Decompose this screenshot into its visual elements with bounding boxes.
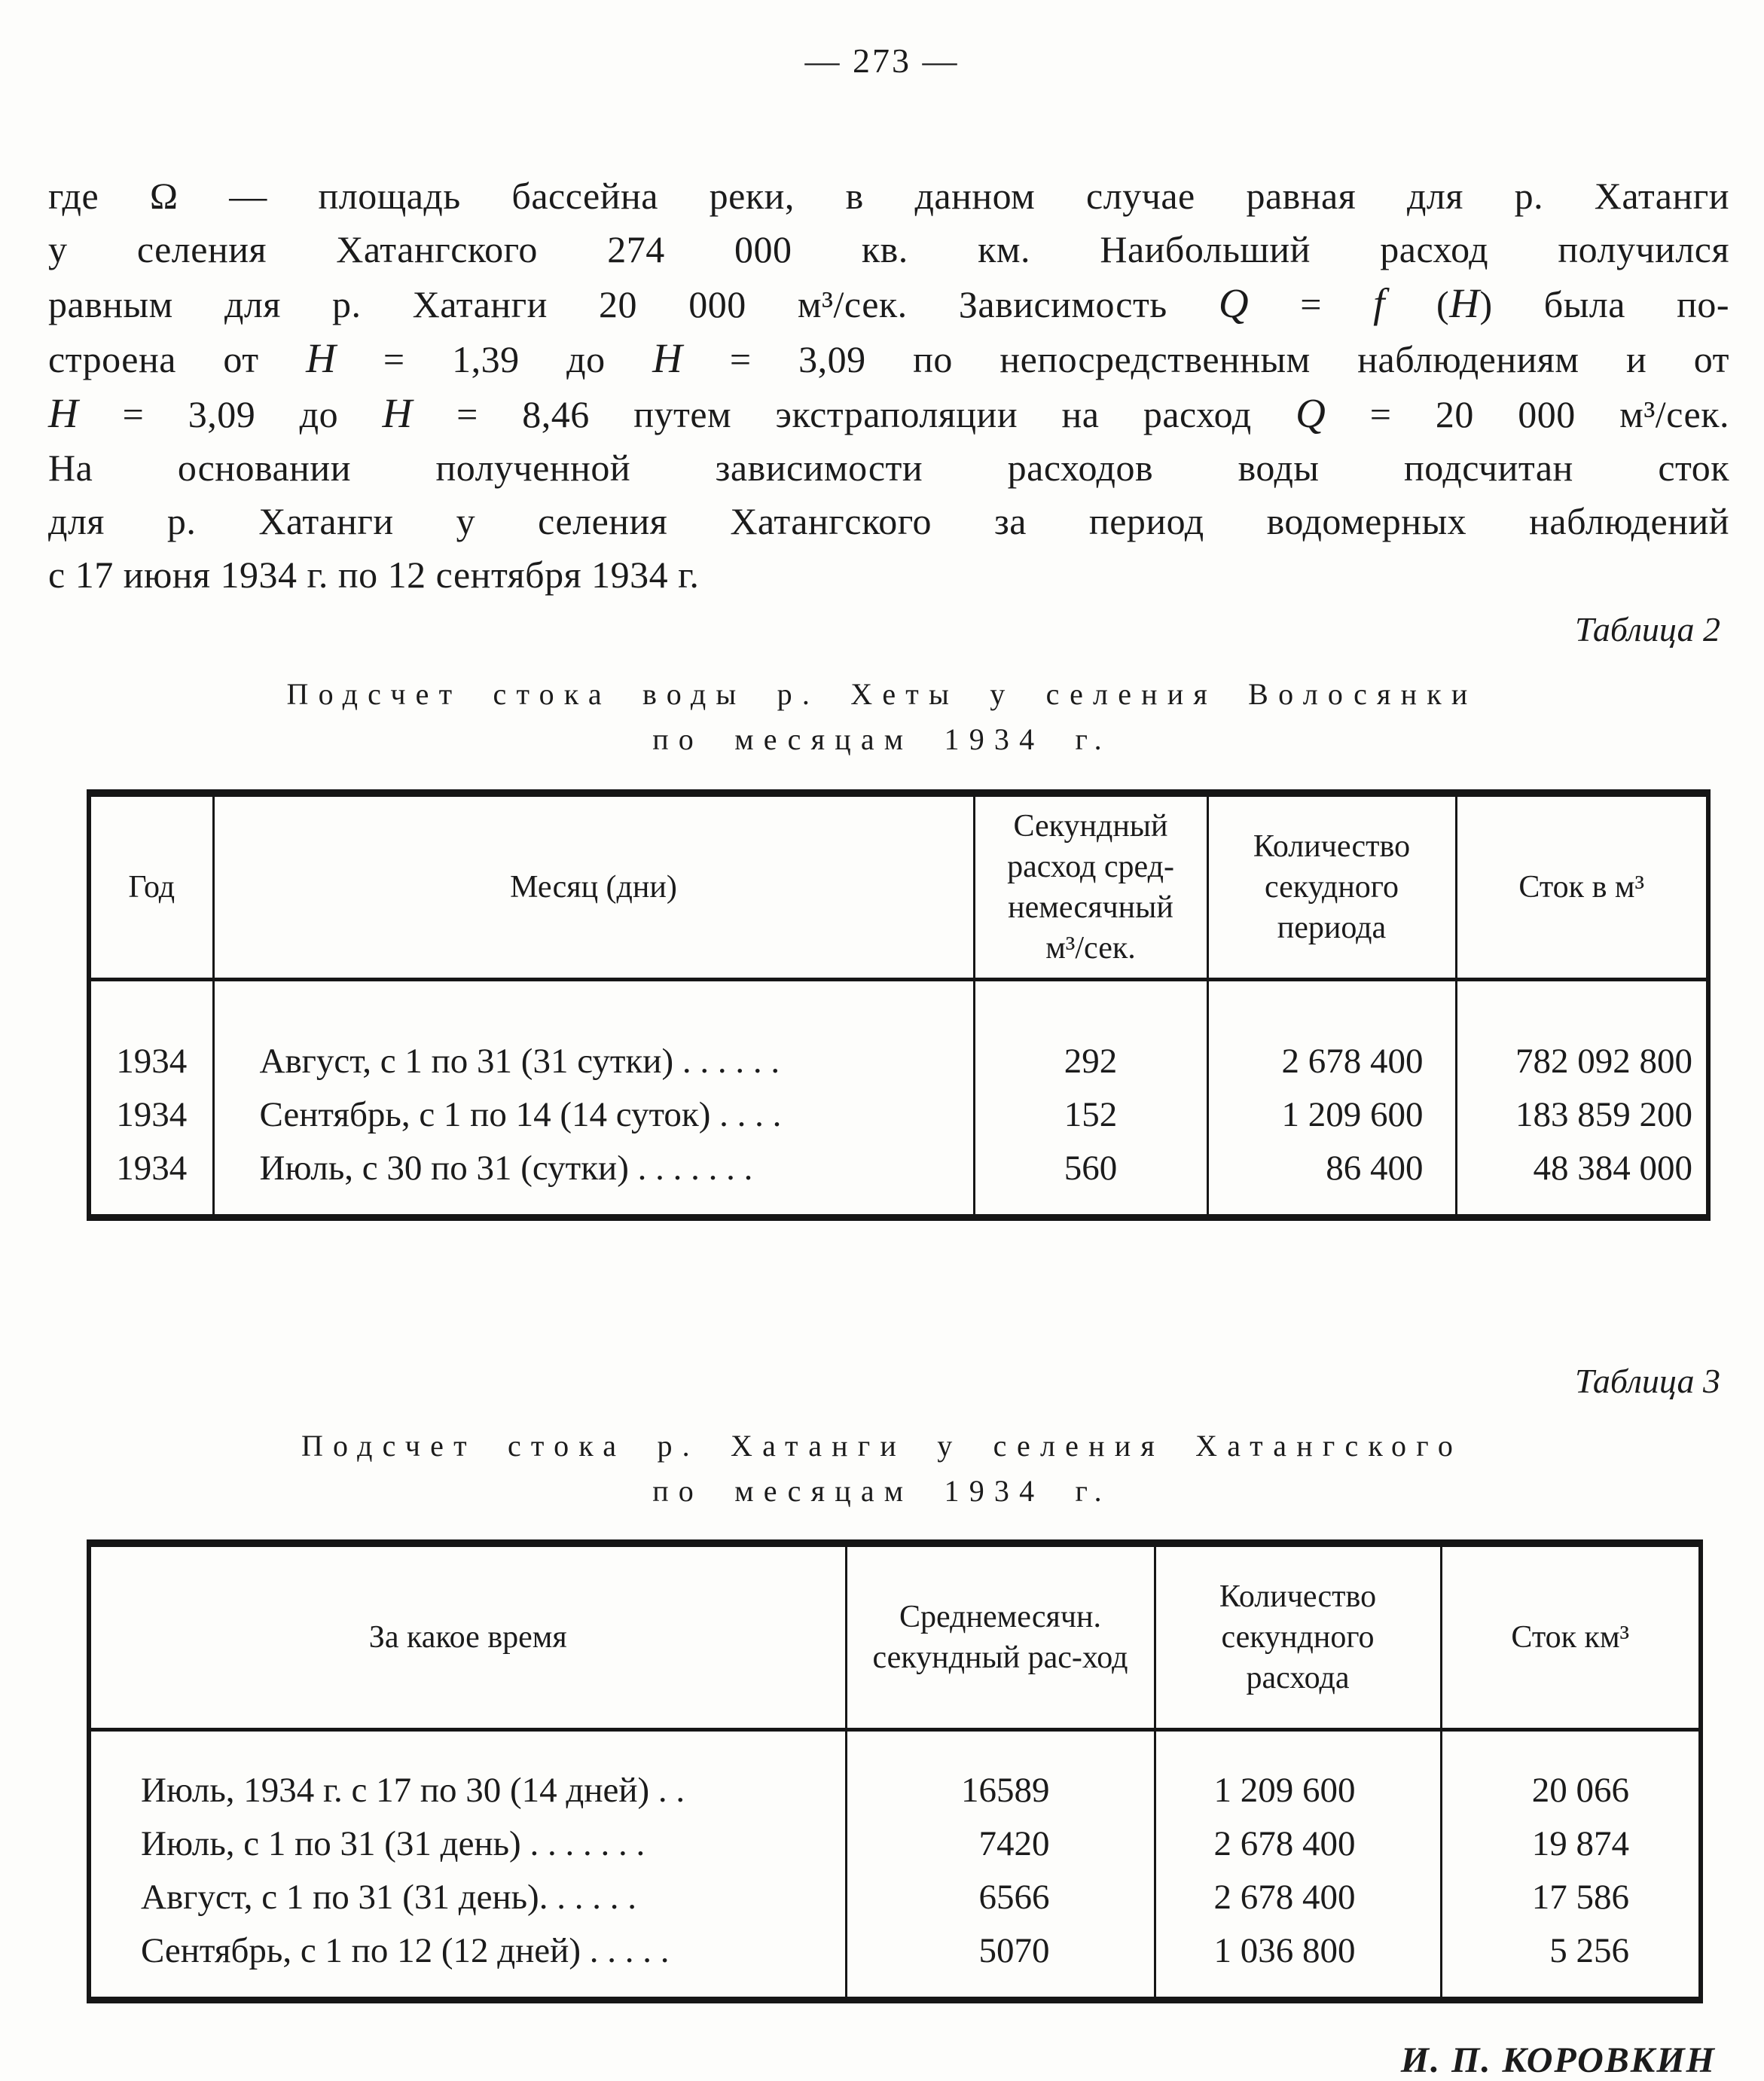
paragraph-line: где Ω — площадь бассейна реки, в данном случае равная для р. Хатанги	[48, 175, 1729, 217]
column-header-seconds: Количество секудного периода	[1207, 793, 1456, 980]
table-cell: 782 092 800	[1456, 980, 1708, 1089]
table-cell: Август, с 1 по 31 (31 сутки) . . . . . .	[213, 980, 974, 1089]
table-row	[89, 980, 1708, 1089]
paragraph-line: H = 3,09 до H = 8,46 путем экстраполяции на расход Q = 20 000 м³/сек.	[48, 390, 1729, 436]
table-cell: Июль, с 30 по 31 (сутки) . . . . . . .	[213, 1142, 974, 1218]
table-cell: 1 036 800	[1155, 1924, 1441, 2000]
body-paragraph	[48, 169, 1729, 602]
table-cell: 152	[974, 1088, 1207, 1142]
table2-header-row	[89, 793, 1708, 980]
table-cell: 2 678 400	[1207, 980, 1456, 1089]
table-cell: 5070	[846, 1924, 1155, 2000]
table-row	[89, 1730, 1701, 1818]
table-cell: 1 209 600	[1155, 1730, 1441, 1818]
table-cell: Июль, с 1 по 31 (31 день) . . . . . . .	[141, 1824, 645, 1863]
table-cell: 16589	[846, 1730, 1155, 1818]
table-cell: 5 256	[1441, 1924, 1701, 2000]
table-cell: 6566	[846, 1871, 1155, 1924]
scanned-page	[0, 41, 1764, 2080]
table-cell: 20 066	[1441, 1730, 1701, 1818]
paragraph-line: равным для р. Хатанги 20 000 м³/сек. Зависимость Q = f (H) была по-	[48, 280, 1730, 326]
paragraph-line: На основании полученной зависимости расходов воды подсчитан сток	[48, 447, 1729, 489]
table2-title-line2: по месяцам 1934 г.	[652, 722, 1112, 756]
table-cell: 292	[974, 980, 1207, 1089]
table-cell: 183 859 200	[1456, 1088, 1708, 1142]
table-cell: 560	[974, 1142, 1207, 1218]
table-cell: Сентябрь, с 1 по 12 (12 дней) . . . . .	[141, 1931, 670, 1970]
table-cell: 2 678 400	[1155, 1817, 1441, 1871]
table2-title	[0, 672, 1764, 762]
table3-title-line2: по месяцам 1934 г.	[652, 1474, 1112, 1508]
table-cell: 86 400	[1207, 1142, 1456, 1218]
paragraph-line: у селения Хатангского 274 000 кв. км. Наибольший расход получился	[48, 228, 1729, 270]
paragraph-line: строена от H = 1,39 до H = 3,09 по непосредственным наблюдениям и от	[48, 335, 1729, 381]
table-cell: 48 384 000	[1456, 1142, 1708, 1218]
table-cell: 1934	[116, 1042, 188, 1081]
table-cell: 2 678 400	[1155, 1871, 1441, 1924]
table-row	[89, 1817, 1701, 1871]
table-cell: 17 586	[1441, 1871, 1701, 1924]
author-signature: И. П. КОРОВКИН	[1400, 2040, 1716, 2080]
column-header-year: Год	[89, 793, 213, 980]
table3-title-line1: Подсчет стока р. Хатанги у селения Хатангского	[301, 1429, 1463, 1463]
table-row	[89, 1142, 1708, 1218]
table3-label: Таблица 3	[1574, 1362, 1720, 1400]
table3	[87, 1539, 1703, 2003]
table-cell: 1934	[116, 1095, 188, 1134]
page-number: — 273 —	[804, 41, 960, 80]
table-cell: 1 209 600	[1207, 1088, 1456, 1142]
table3-title	[0, 1423, 1764, 1514]
table-cell: 19 874	[1441, 1817, 1701, 1871]
paragraph-line: для р. Хатанги у селения Хатангского за период водомерных наблюдений	[48, 500, 1729, 542]
column-header-month: Месяц (дни)	[213, 793, 974, 980]
table2-label: Таблица 2	[1574, 610, 1720, 648]
column-header-runoff-km3: Сток км³	[1441, 1543, 1701, 1730]
table-cell: Сентябрь, с 1 по 14 (14 суток) . . . .	[213, 1088, 974, 1142]
column-header-discharge: Секундный расход сред-немесячный м³/сек.	[974, 793, 1207, 980]
table-cell: 1934	[116, 1149, 188, 1188]
table-cell: 7420	[846, 1817, 1155, 1871]
column-header-period: За какое время	[89, 1543, 846, 1730]
table-cell: Август, с 1 по 31 (31 день). . . . . .	[141, 1878, 636, 1917]
table2	[87, 789, 1711, 1221]
column-header-runoff: Сток в м³	[1456, 793, 1708, 980]
table3-header-row	[89, 1543, 1701, 1730]
column-header-mean-discharge: Среднемесячн. секундный рас-ход	[846, 1543, 1155, 1730]
table-row	[89, 1871, 1701, 1924]
table2-title-line1: Подсчет стока воды р. Хеты у селения Волосянки	[286, 677, 1478, 711]
table-cell: Июль, 1934 г. с 17 по 30 (14 дней) . .	[141, 1771, 685, 1810]
table-row	[89, 1088, 1708, 1142]
column-header-seconds: Количество секундного расхода	[1155, 1543, 1441, 1730]
paragraph-line: с 17 июня 1934 г. по 12 сентября 1934 г.	[48, 554, 700, 596]
table-row	[89, 1924, 1701, 2000]
